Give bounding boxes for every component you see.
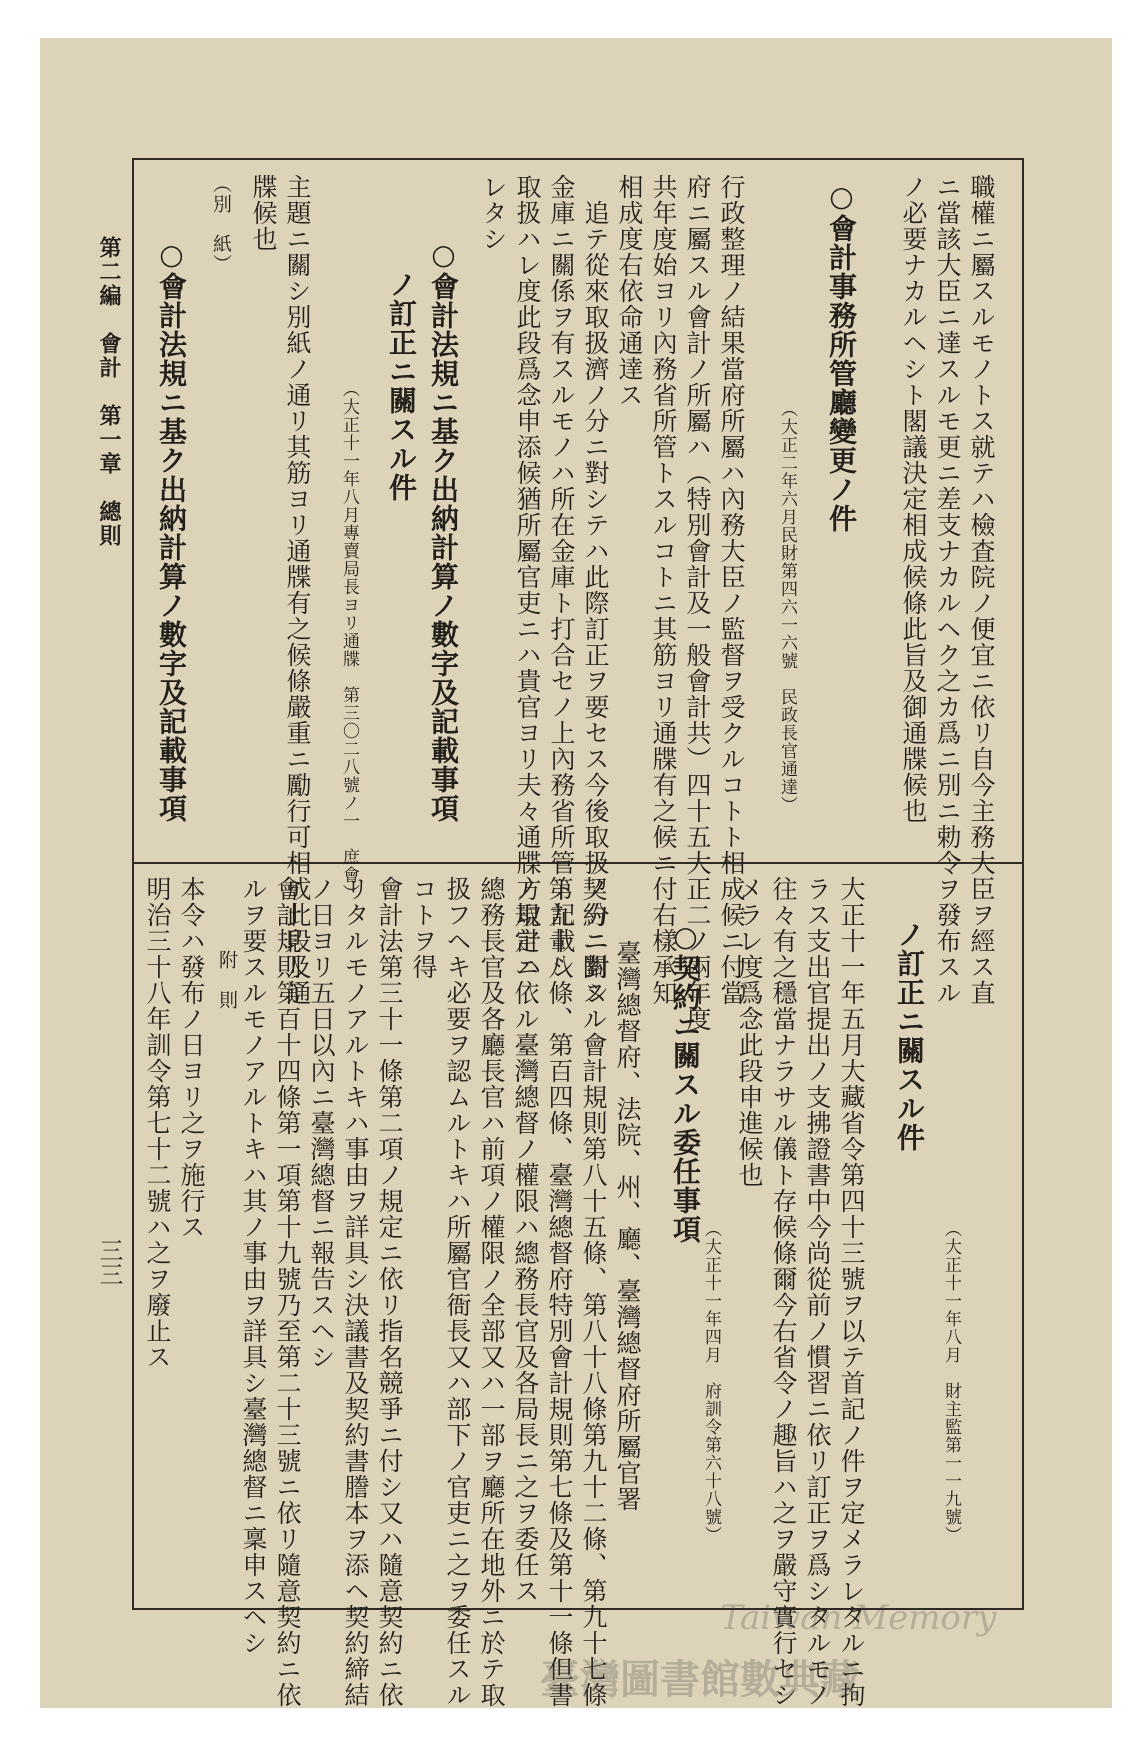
citation-note: （大正二年六月民財第四六一六號 民政長官通達） bbox=[777, 400, 797, 814]
body-text: ラス支出官提出ノ支拂證書中今尚從前ノ慣習ニ依リ訂正ヲ爲シタルモノ bbox=[803, 876, 832, 1708]
body-text: 大正十一年五月大藏省令第四十三號ヲ以テ首記ノ件ヲ定メラレタルニ拘 bbox=[837, 876, 866, 1708]
section-heading: ○契約ニ關スル委任事項 bbox=[669, 920, 702, 1244]
body-text: ニ當該大臣ニ達スルモ更ニ差支ナカルヘク之カ爲ニ別ニ勅令ヲ發布スル bbox=[933, 174, 962, 1006]
body-text: 追テ從來取扱濟ノ分ニ對シテハ此際訂正ヲ要セス今後取扱ノ分ニ對シ bbox=[581, 200, 610, 1006]
body-text: 主題ニ關シ別紙ノ通リ其筋ヨリ通牒有之候條嚴重ニ勵行可相成此段及通 bbox=[283, 174, 312, 1006]
body-text: ノ日ヨリ五日以內ニ臺灣總督ニ報告スヘシ bbox=[307, 876, 336, 1370]
body-text: 職權ニ屬スルモノトス就テハ檢査院ノ便宜ニ依リ自今主務大臣ヲ經ス直 bbox=[967, 174, 996, 1006]
supplementary-provisions-label: 附 則 bbox=[216, 950, 238, 1010]
body-text: 臺灣總督府、法院、州、廳、臺灣總督府所屬官署 bbox=[613, 940, 642, 1512]
annex-label: （別 紙） bbox=[210, 174, 232, 274]
section-heading: ○會計法規ニ基ク出納計算ノ數字及記載事項 bbox=[155, 238, 188, 823]
page-number: 三三 bbox=[95, 1238, 123, 1286]
body-text: ノ必要ナカルヘシト閣議決定相成候條此旨及御通牒候也 bbox=[899, 174, 928, 824]
body-text: 府ニ屬スル會計ノ所屬ハ（特別會計及一般會計共）四十五大正二ノ兩年度 bbox=[683, 174, 712, 1032]
body-text: 本令ハ發布ノ日ヨリ之ヲ施行ス bbox=[177, 876, 206, 1240]
body-text: ルヲ要スルモノアルトキハ其ノ事由ヲ詳具シ臺灣總督ニ稟申スヘシ bbox=[239, 876, 268, 1656]
body-text: 金庫ニ關係ヲ有スルモノハ所在金庫ト打合セノ上內務省所管ト記載シ bbox=[547, 174, 576, 980]
body-text: 扱フヘキ必要ヲ認ムルトキハ所屬官衙長又ハ部下ノ官吏ニ之ヲ委任スル bbox=[443, 876, 472, 1708]
section-heading: ○會計事務所管廳變更ノ件 bbox=[825, 180, 858, 533]
body-text: 第九十八條、第百四條、臺灣總督府特別會計規則第七條及第十一條但書 bbox=[545, 876, 574, 1708]
section-heading: ノ訂正ニ關スル件 bbox=[385, 270, 418, 502]
body-text: 總務長官及各廳長官ハ前項ノ權限ノ全部又ハ一部ヲ廳所在地外ニ於テ取 bbox=[477, 876, 506, 1708]
body-text: 牒候也 bbox=[249, 174, 278, 252]
running-head: 第二編 會計 第一章 總則 bbox=[96, 236, 122, 548]
citation-note: （大正十一年四月 府訓令第六十八號） bbox=[701, 1220, 721, 1544]
section-divider bbox=[134, 862, 1022, 864]
body-text: ノ規定ニ依ル臺灣總督ノ權限ハ總務長官及各局長ニ之ヲ委任ス bbox=[511, 876, 540, 1604]
watermark-text: 臺灣圖書館數典藏 bbox=[540, 1656, 860, 1703]
body-text: メラレ度爲念此段申進候也 bbox=[735, 876, 764, 1188]
body-text: 取扱ハレ度此段爲念申添候猶所屬官吏ニハ貴官ヨリ夫々通牒方取計ハ bbox=[513, 174, 542, 980]
body-text: 明治三十八年訓令第七十二號ハ之ヲ廢止ス bbox=[143, 876, 172, 1370]
body-text: コトヲ得 bbox=[409, 876, 438, 980]
body-text: リタルモノアルトキハ事由ヲ詳具シ決議書及契約書謄本ヲ添ヘ契約締結 bbox=[341, 876, 370, 1708]
body-text: レタシ bbox=[479, 174, 508, 252]
citation-note: （大正十一年八月專賣局長ヨリ通牒 第三〇二八號ノ一 庶會） bbox=[339, 380, 359, 902]
body-text: 會計法第三十一條第二項ノ規定ニ依リ指名競爭ニ付シ又ハ隨意契約ニ依 bbox=[375, 876, 404, 1708]
body-text: 會計規則第百十四條第一項第十九號乃至第二十三號ニ依リ隨意契約ニ依 bbox=[273, 876, 302, 1708]
body-text: 相成度右依命通達ス bbox=[615, 174, 644, 408]
body-text: 往々有之穩當ナラサル儀ト存候條爾今右省令ノ趣旨ハ之ヲ嚴守實行セシ bbox=[769, 876, 798, 1708]
body-text: 共年度始ヨリ內務省所管トスルコトニ其筋ヨリ通牒有之候ニ付右樣承知 bbox=[649, 174, 678, 1006]
body-text: 契約ニ關スル會計規則第八十五條、第八十八條第九十二條、第九十七條 bbox=[579, 876, 608, 1708]
body-text: 行政整理ノ結果當府所屬ハ內務大臣ノ監督ヲ受クルコトト相成候ニ付當 bbox=[717, 174, 746, 1006]
watermark-text: Taiwan Memory bbox=[720, 1598, 997, 1638]
section-heading: ノ訂正ニ關スル件 bbox=[893, 920, 926, 1152]
citation-note: （大正十一年八月 財主監第一一九號） bbox=[941, 1220, 961, 1544]
book-page bbox=[40, 38, 1112, 1708]
section-heading: ○會計法規ニ基ク出納計算ノ數字及記載事項 bbox=[427, 238, 460, 823]
